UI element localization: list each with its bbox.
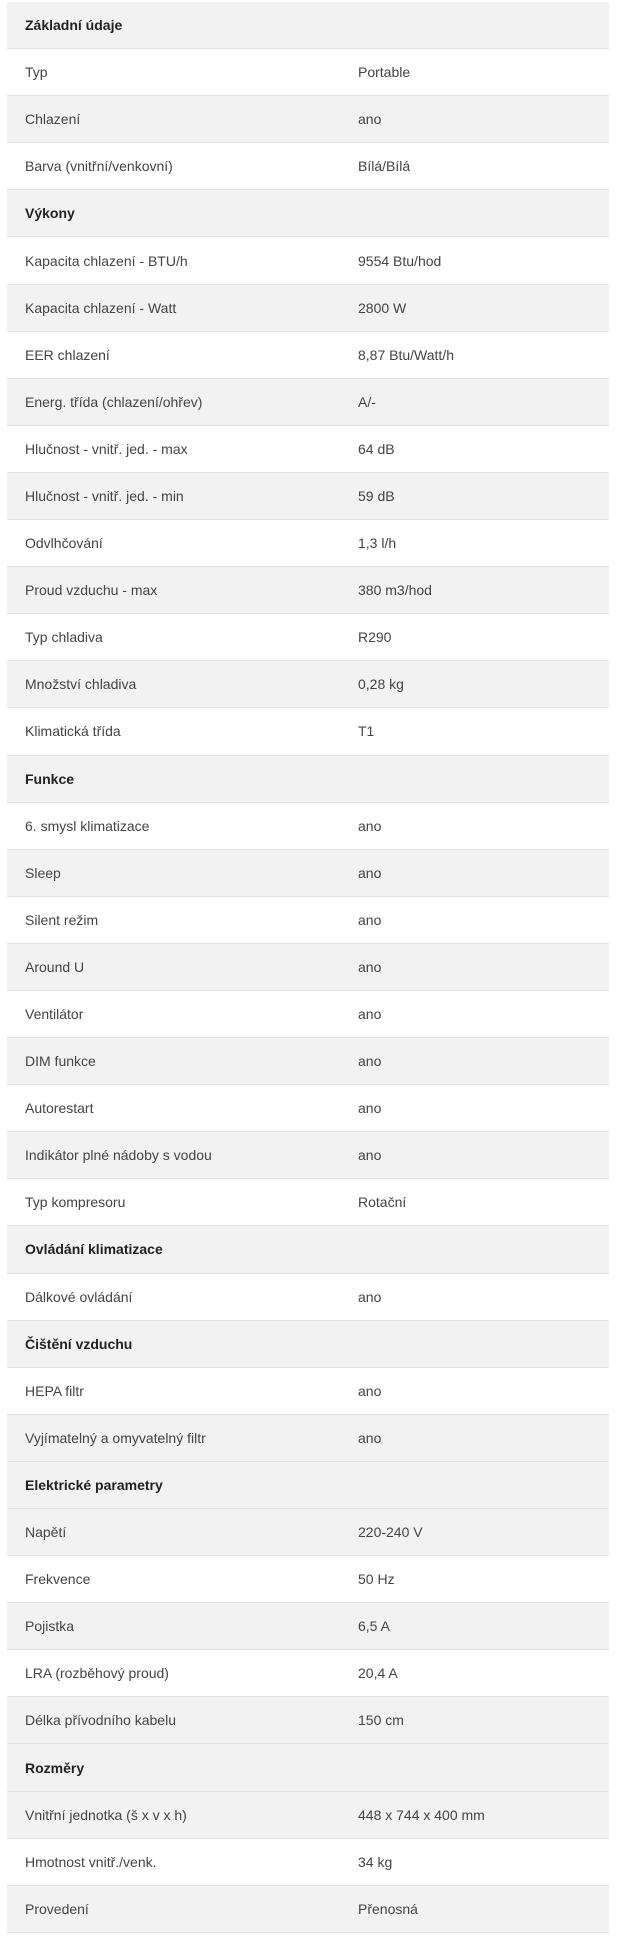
spec-label: Typ kompresoru xyxy=(25,1194,126,1211)
spec-label: Kapacita chlazení - BTU/h xyxy=(25,252,188,269)
section-title: Rozměry xyxy=(25,1759,85,1776)
section-header xyxy=(7,190,609,237)
spec-value: ano xyxy=(358,1006,382,1023)
spec-value: R290 xyxy=(358,629,392,646)
spec-label: LRA (rozběhový proud) xyxy=(25,1665,169,1682)
spec-value: ano xyxy=(358,1382,382,1399)
spec-row xyxy=(7,1792,609,1839)
spec-value: ano xyxy=(358,864,382,881)
spec-value: 64 dB xyxy=(358,440,395,457)
section-title: Funkce xyxy=(25,770,75,787)
section-title: Ovládání klimatizace xyxy=(25,1241,163,1258)
spec-row xyxy=(7,661,609,708)
spec-value: ano xyxy=(358,1053,382,1070)
section-title: Výkony xyxy=(25,205,75,222)
spec-label: Indikátor plné nádoby s vodou xyxy=(25,1147,212,1164)
spec-label: EER chlazení xyxy=(25,346,110,363)
section-title: Základní údaje xyxy=(25,17,123,34)
spec-row xyxy=(7,803,609,850)
spec-label: Silent režim xyxy=(25,911,99,928)
spec-label: Vyjímatelný a omyvatelný filtr xyxy=(25,1429,206,1446)
spec-row xyxy=(7,332,609,379)
spec-value: ano xyxy=(358,1429,382,1446)
spec-row xyxy=(7,1274,609,1321)
spec-row xyxy=(7,1886,609,1933)
section-header xyxy=(7,1744,609,1791)
spec-label: Napětí xyxy=(25,1524,67,1541)
section-title: Čištění vzduchu xyxy=(25,1335,133,1352)
spec-row xyxy=(7,708,609,755)
spec-row xyxy=(7,1650,609,1697)
spec-value: ano xyxy=(358,1288,382,1305)
section-header xyxy=(7,1321,609,1368)
spec-value: 0,28 kg xyxy=(358,676,404,693)
spec-label: Klimatická třída xyxy=(25,723,121,740)
spec-row xyxy=(7,614,609,661)
spec-label: Chlazení xyxy=(25,111,81,128)
spec-row xyxy=(7,96,609,143)
spec-table xyxy=(7,2,609,1933)
spec-label: DIM funkce xyxy=(25,1053,96,1070)
spec-row xyxy=(7,285,609,332)
section-header xyxy=(7,1226,609,1273)
spec-row xyxy=(7,1415,609,1462)
spec-value: ano xyxy=(358,817,382,834)
spec-value: 150 cm xyxy=(358,1712,404,1729)
spec-value: ano xyxy=(358,111,382,128)
spec-label: Hlučnost - vnitř. jed. - max xyxy=(25,440,188,457)
spec-label: Typ xyxy=(25,64,48,81)
spec-value: Portable xyxy=(358,64,411,81)
spec-label: Sleep xyxy=(25,864,61,881)
spec-label: Ventilátor xyxy=(25,1006,84,1023)
spec-label: Kapacita chlazení - Watt xyxy=(25,299,177,316)
spec-row xyxy=(7,1509,609,1556)
spec-row xyxy=(7,237,609,284)
spec-label: 6. smysl klimatizace xyxy=(25,817,150,834)
section-header xyxy=(7,756,609,803)
section-title: Elektrické parametry xyxy=(25,1476,163,1493)
spec-value: 20,4 A xyxy=(358,1665,398,1682)
spec-row xyxy=(7,143,609,190)
spec-label: Hmotnost vnitř./venk. xyxy=(25,1853,157,1870)
spec-value: ano xyxy=(358,911,382,928)
spec-row xyxy=(7,473,609,520)
spec-value: 220-240 V xyxy=(358,1524,423,1541)
spec-row xyxy=(7,850,609,897)
spec-row xyxy=(7,1697,609,1744)
spec-row xyxy=(7,1038,609,1085)
spec-label: Délka přívodního kabelu xyxy=(25,1712,176,1729)
spec-value: 6,5 A xyxy=(358,1618,390,1635)
spec-row xyxy=(7,1556,609,1603)
spec-value: ano xyxy=(358,1147,382,1164)
spec-label: HEPA filtr xyxy=(25,1382,84,1399)
spec-value: 448 x 744 x 400 mm xyxy=(358,1806,485,1823)
spec-value: ano xyxy=(358,1100,382,1117)
spec-row xyxy=(7,1839,609,1886)
spec-value: 59 dB xyxy=(358,487,395,504)
spec-value: ano xyxy=(358,958,382,975)
spec-row xyxy=(7,567,609,614)
spec-label: Proud vzduchu - max xyxy=(25,582,158,599)
spec-row xyxy=(7,1368,609,1415)
spec-value: 2800 W xyxy=(358,299,407,316)
spec-row xyxy=(7,49,609,96)
spec-value: Bílá/Bílá xyxy=(358,158,411,175)
spec-row xyxy=(7,1085,609,1132)
spec-value: 50 Hz xyxy=(358,1571,395,1588)
spec-row xyxy=(7,944,609,991)
spec-row xyxy=(7,1603,609,1650)
spec-label: Energ. třída (chlazení/ohřev) xyxy=(25,393,203,410)
spec-row xyxy=(7,520,609,567)
spec-label: Provedení xyxy=(25,1900,89,1917)
spec-value: 34 kg xyxy=(358,1853,393,1870)
spec-row xyxy=(7,1179,609,1226)
spec-value: 380 m3/hod xyxy=(358,582,432,599)
spec-value: 1,3 l/h xyxy=(358,535,397,552)
spec-value: Rotační xyxy=(358,1194,407,1211)
spec-value: T1 xyxy=(358,723,375,740)
spec-row xyxy=(7,1132,609,1179)
spec-label: Hlučnost - vnitř. jed. - min xyxy=(25,487,184,504)
spec-label: Frekvence xyxy=(25,1571,91,1588)
spec-label: Autorestart xyxy=(25,1100,94,1117)
spec-label: Typ chladiva xyxy=(25,629,103,646)
spec-label: Množství chladiva xyxy=(25,676,137,693)
spec-label: Around U xyxy=(25,958,85,975)
spec-label: Pojistka xyxy=(25,1618,75,1635)
spec-value: Přenosná xyxy=(358,1900,418,1917)
spec-row xyxy=(7,991,609,1038)
spec-value: 8,87 Btu/Watt/h xyxy=(358,346,454,363)
section-header xyxy=(7,2,609,49)
spec-row xyxy=(7,426,609,473)
spec-label: Odvlhčování xyxy=(25,535,103,552)
spec-label: Dálkové ovládání xyxy=(25,1288,133,1305)
section-header xyxy=(7,1462,609,1509)
spec-label: Barva (vnitřní/venkovní) xyxy=(25,158,173,175)
spec-row xyxy=(7,897,609,944)
spec-value: 9554 Btu/hod xyxy=(358,252,442,269)
spec-value: A/- xyxy=(358,393,376,410)
spec-row xyxy=(7,379,609,426)
spec-label: Vnitřní jednotka (š x v x h) xyxy=(25,1806,187,1823)
